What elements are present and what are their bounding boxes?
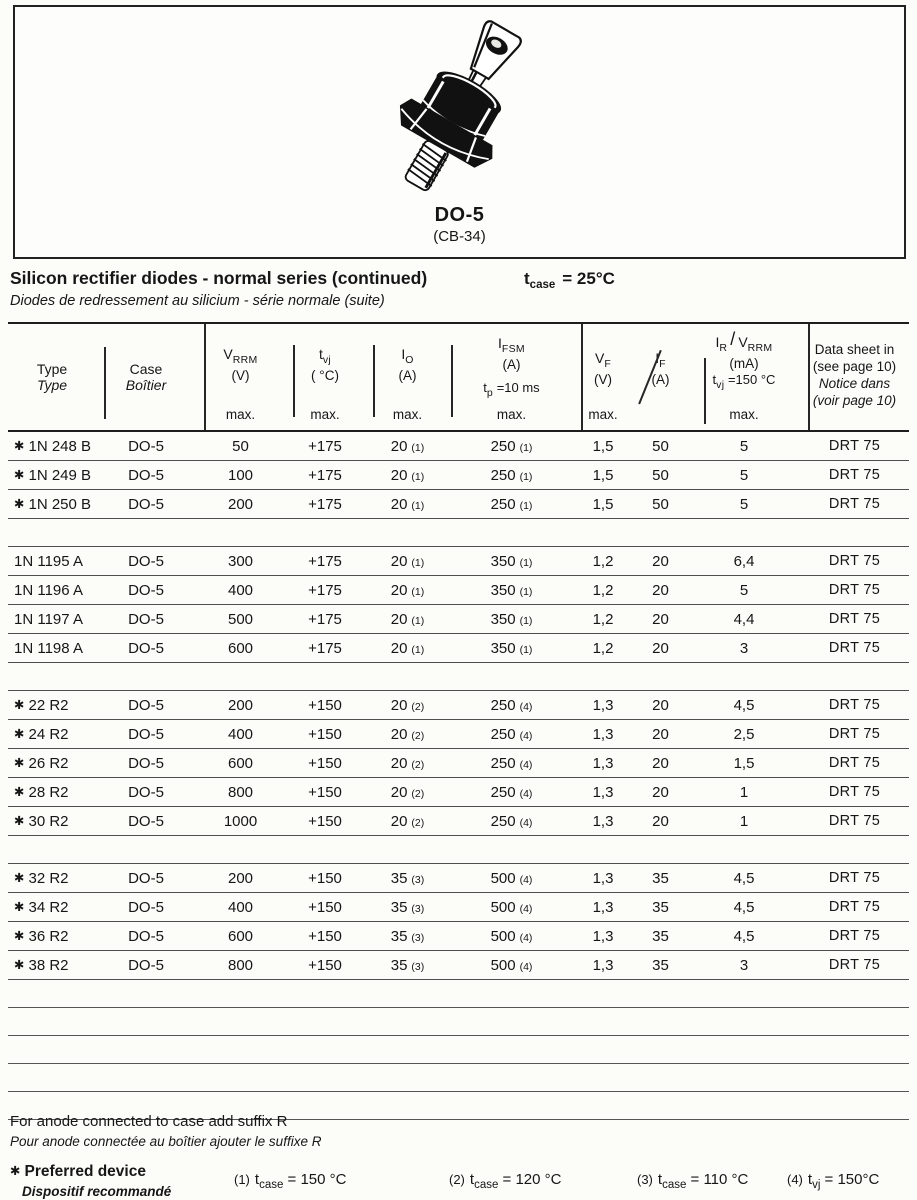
cell-vf: 1,3 — [592, 754, 614, 772]
cell-io: 35 (3) — [390, 898, 425, 916]
cell-vrrm: 600 — [227, 639, 254, 657]
cell-ir: 1,5 — [733, 754, 755, 772]
cell-vf: 1,3 — [592, 696, 614, 714]
cell-type: ✱ 1N 249 B — [14, 466, 92, 484]
header-divider — [204, 324, 206, 430]
cell-vrrm: 100 — [227, 466, 254, 484]
row-group — [8, 690, 909, 836]
cell-vf: 1,3 — [592, 927, 614, 945]
cell-if: 20 — [652, 581, 669, 599]
table-row — [8, 634, 909, 663]
cell-type: ✱ 30 R2 — [14, 812, 69, 830]
table-row — [8, 605, 909, 634]
cell-ifsm: 250 (1) — [490, 466, 533, 484]
cell-type: 1N 1195 A — [14, 552, 83, 570]
cell-datasheet: DRT 75 — [828, 553, 881, 569]
table-row — [8, 691, 909, 720]
cell-ir: 6,4 — [733, 552, 755, 570]
footer-row — [10, 1163, 907, 1199]
cell-tvj: +150 — [308, 783, 342, 801]
cell-ifsm: 500 (4) — [490, 927, 533, 945]
cell-tvj: +175 — [308, 610, 342, 628]
cell-datasheet: DRT 75 — [828, 928, 881, 944]
cell-ir: 4,5 — [733, 927, 755, 945]
table-row — [8, 576, 909, 605]
footnote: (4) $t_{vj} = 150^\circ C$ — [787, 1171, 880, 1191]
cell-io: 20 (2) — [390, 754, 425, 772]
cell-case: DO-5 — [128, 927, 164, 945]
cell-case: DO-5 — [128, 581, 164, 599]
cell-ir: 5 — [739, 495, 749, 513]
cell-type: ✱ 1N 250 B — [14, 495, 92, 513]
table-row — [8, 749, 909, 778]
column-header-datasheet: Data sheet in (see page 10) Notice dans (voir page 10) — [812, 342, 897, 408]
condition-label: $t_{case} = 25^\circ C$ — [524, 269, 615, 291]
cell-datasheet: DRT 75 — [828, 496, 881, 512]
cell-io: 20 (1) — [390, 639, 425, 657]
cell-io: 20 (2) — [390, 725, 425, 743]
cell-datasheet: DRT 75 — [828, 726, 881, 742]
cell-ifsm: 500 (4) — [490, 898, 533, 916]
cell-type: 1N 1196 A — [14, 581, 83, 599]
header-divider — [808, 324, 810, 430]
cell-vrrm: 1000 — [223, 812, 258, 830]
package-caption: DO-5 — [434, 204, 485, 226]
footnote: (3) $t_{case} = 110$ °C — [637, 1171, 749, 1191]
cell-ir: 3 — [739, 956, 749, 974]
page-title: Silicon rectifier diodes - normal series (continued) — [10, 268, 428, 288]
cell-case: DO-5 — [128, 639, 164, 657]
cell-if: 20 — [652, 812, 669, 830]
preferred-star-icon: ✱ — [10, 1164, 21, 1178]
cell-tvj: +150 — [308, 927, 342, 945]
cell-if: 20 — [652, 754, 669, 772]
ratings-table — [8, 322, 909, 1120]
header-divider — [451, 345, 453, 417]
cell-io: 20 (1) — [390, 437, 425, 455]
cell-case: DO-5 — [128, 956, 164, 974]
cell-tvj: +150 — [308, 898, 342, 916]
header-divider — [104, 347, 106, 419]
table-header — [8, 322, 909, 432]
cell-ir: 4,5 — [733, 898, 755, 916]
cell-type: ✱ 28 R2 — [14, 783, 69, 801]
cell-datasheet: DRT 75 — [828, 957, 881, 973]
cell-datasheet: DRT 75 — [828, 640, 881, 656]
cell-type: ✱ 1N 248 B — [14, 437, 92, 455]
cell-io: 20 (1) — [390, 552, 425, 570]
cell-datasheet: DRT 75 — [828, 784, 881, 800]
cell-type: ✱ 34 R2 — [14, 898, 69, 916]
cell-vrrm: 400 — [227, 581, 254, 599]
cell-type: ✱ 38 R2 — [14, 956, 69, 974]
cell-if: 50 — [652, 437, 669, 455]
column-header-tvj: $t_{vj}$ ( °C) max. — [310, 346, 340, 422]
cell-vrrm: 50 — [232, 437, 249, 455]
cell-case: DO-5 — [128, 466, 164, 484]
cell-vf: 1,3 — [592, 783, 614, 801]
cell-case: DO-5 — [128, 725, 164, 743]
cell-ir: 1 — [739, 783, 749, 801]
cell-if: 35 — [652, 927, 669, 945]
cell-datasheet: DRT 75 — [828, 755, 881, 771]
cell-vf: 1,3 — [592, 812, 614, 830]
header-divider — [581, 324, 583, 430]
header-divider — [704, 358, 706, 424]
cell-case: DO-5 — [128, 696, 164, 714]
cell-ir: 2,5 — [733, 725, 755, 743]
cell-vrrm: 600 — [227, 927, 254, 945]
package-subcaption: (CB-34) — [433, 228, 486, 245]
cell-vrrm: 500 — [227, 610, 254, 628]
footnote: (2) $t_{case} = 120$ °C — [449, 1171, 562, 1191]
cell-type: 1N 1197 A — [14, 610, 83, 628]
cell-ir: 5 — [739, 466, 749, 484]
cell-vrrm: 400 — [227, 725, 254, 743]
suffix-note: For anode connected to case add suffix R Pour anode connectée au boîtier ajouter le suffixe R — [10, 1113, 322, 1149]
cell-tvj: +150 — [308, 725, 342, 743]
cell-if: 20 — [652, 552, 669, 570]
cell-datasheet: DRT 75 — [828, 611, 881, 627]
cell-io: 20 (2) — [390, 783, 425, 801]
table-row — [8, 807, 909, 836]
cell-ifsm: 500 (4) — [490, 869, 533, 887]
cell-tvj: +175 — [308, 639, 342, 657]
cell-datasheet: DRT 75 — [828, 870, 881, 886]
page-subtitle: Diodes de redressement au silicium - série normale (suite) — [10, 293, 385, 309]
cell-case: DO-5 — [128, 898, 164, 916]
cell-io: 35 (3) — [390, 956, 425, 974]
cell-io: 20 (1) — [390, 581, 425, 599]
table-row — [8, 490, 909, 519]
cell-type: ✱ 36 R2 — [14, 927, 69, 945]
table-row — [8, 461, 909, 490]
cell-tvj: +150 — [308, 696, 342, 714]
cell-vrrm: 200 — [227, 495, 254, 513]
table-row — [8, 547, 909, 576]
table-body — [8, 432, 909, 980]
cell-vf: 1,2 — [592, 581, 614, 599]
cell-vf: 1,2 — [592, 552, 614, 570]
preferred-device-note: ✱ Preferred device Dispositif recommandé — [10, 1163, 172, 1199]
column-header-ifsm: $I_{FSM}$ (A) $t_p =10$ ms max. — [483, 335, 540, 422]
cell-ifsm: 350 (1) — [490, 552, 533, 570]
cell-io: 20 (1) — [390, 466, 425, 484]
cell-vrrm: 400 — [227, 898, 254, 916]
cell-io: 35 (3) — [390, 927, 425, 945]
cell-type: 1N 1198 A — [14, 639, 83, 657]
cell-io: 20 (2) — [390, 812, 425, 830]
cell-tvj: +175 — [308, 581, 342, 599]
cell-datasheet: DRT 75 — [828, 899, 881, 915]
column-header-vrrm: $V_{RRM}$ (V) max. — [223, 346, 258, 422]
cell-ir: 4,5 — [733, 869, 755, 887]
cell-if: 35 — [652, 869, 669, 887]
cell-tvj: +150 — [308, 869, 342, 887]
cell-type: ✱ 32 R2 — [14, 869, 69, 887]
cell-vf: 1,3 — [592, 898, 614, 916]
cell-ifsm: 250 (4) — [490, 696, 533, 714]
cell-ifsm: 350 (1) — [490, 581, 533, 599]
row-group — [8, 863, 909, 980]
empty-row — [8, 1064, 909, 1092]
cell-vf: 1,2 — [592, 610, 614, 628]
cell-if: 50 — [652, 466, 669, 484]
cell-ir: 4,5 — [733, 696, 755, 714]
cell-case: DO-5 — [128, 552, 164, 570]
empty-row — [8, 980, 909, 1008]
cell-if: 50 — [652, 495, 669, 513]
cell-ir: 3 — [739, 639, 749, 657]
table-row — [8, 432, 909, 461]
cell-case: DO-5 — [128, 610, 164, 628]
cell-if: 35 — [652, 956, 669, 974]
cell-if: 20 — [652, 725, 669, 743]
cell-if: 20 — [652, 639, 669, 657]
cell-datasheet: DRT 75 — [828, 697, 881, 713]
cell-tvj: +150 — [308, 956, 342, 974]
cell-tvj: +150 — [308, 812, 342, 830]
cell-ir: 1 — [739, 812, 749, 830]
footnotes — [234, 1163, 879, 1199]
cell-vf: 1,3 — [592, 956, 614, 974]
empty-row — [8, 1036, 909, 1064]
cell-case: DO-5 — [128, 495, 164, 513]
title-block — [10, 268, 907, 309]
cell-ir: 5 — [739, 581, 749, 599]
cell-datasheet: DRT 75 — [828, 438, 881, 454]
cell-vf: 1,2 — [592, 639, 614, 657]
empty-rows — [8, 980, 909, 1120]
cell-ir: 4,4 — [733, 610, 755, 628]
cell-vf: 1,5 — [592, 495, 614, 513]
cell-ir: 5 — [739, 437, 749, 455]
column-header-ir: $I_R / V_{RRM}$ (mA) $t_{vj} =150$ °C max. — [712, 329, 776, 422]
cell-tvj: +175 — [308, 552, 342, 570]
table-row — [8, 893, 909, 922]
cell-case: DO-5 — [128, 869, 164, 887]
cell-ifsm: 350 (1) — [490, 610, 533, 628]
cell-case: DO-5 — [128, 812, 164, 830]
table-row — [8, 778, 909, 807]
row-group — [8, 546, 909, 663]
empty-row — [8, 1008, 909, 1036]
cell-vf: 1,5 — [592, 437, 614, 455]
column-header-if: $_F$ (A) — [651, 358, 670, 387]
cell-if: 20 — [652, 696, 669, 714]
cell-case: DO-5 — [128, 783, 164, 801]
cell-ifsm: 250 (4) — [490, 725, 533, 743]
column-header-vf: $V_F$ (V) max. — [588, 350, 618, 422]
cell-type: ✱ 22 R2 — [14, 696, 69, 714]
cell-ifsm: 250 (4) — [490, 812, 533, 830]
cell-ifsm: 350 (1) — [490, 639, 533, 657]
cell-vrrm: 600 — [227, 754, 254, 772]
cell-vrrm: 800 — [227, 783, 254, 801]
table-row — [8, 951, 909, 980]
cell-datasheet: DRT 75 — [828, 582, 881, 598]
package-outline-box — [13, 5, 906, 259]
cell-type: ✱ 26 R2 — [14, 754, 69, 772]
do5-package-icon — [334, 13, 586, 203]
footnote: (1) $t_{case} = 150$ °C — [234, 1171, 347, 1191]
cell-io: 20 (2) — [390, 696, 425, 714]
cell-ifsm: 250 (4) — [490, 754, 533, 772]
cell-case: DO-5 — [128, 437, 164, 455]
cell-vf: 1,5 — [592, 466, 614, 484]
cell-tvj: +175 — [308, 495, 342, 513]
column-header-type: Type Type — [36, 361, 68, 393]
cell-vrrm: 800 — [227, 956, 254, 974]
cell-datasheet: DRT 75 — [828, 813, 881, 829]
row-group — [8, 432, 909, 519]
cell-vrrm: 200 — [227, 696, 254, 714]
cell-type: ✱ 24 R2 — [14, 725, 69, 743]
column-header-case: Case Boîtier — [125, 361, 167, 393]
cell-io: 35 (3) — [390, 869, 425, 887]
cell-io: 20 (1) — [390, 610, 425, 628]
cell-vrrm: 300 — [227, 552, 254, 570]
table-row — [8, 720, 909, 749]
cell-ifsm: 500 (4) — [490, 956, 533, 974]
cell-case: DO-5 — [128, 754, 164, 772]
cell-tvj: +150 — [308, 754, 342, 772]
header-divider — [293, 345, 295, 417]
cell-ifsm: 250 (1) — [490, 437, 533, 455]
cell-if: 20 — [652, 610, 669, 628]
cell-vf: 1,3 — [592, 725, 614, 743]
header-divider — [373, 345, 375, 417]
cell-tvj: +175 — [308, 466, 342, 484]
cell-ifsm: 250 (4) — [490, 783, 533, 801]
cell-ifsm: 250 (1) — [490, 495, 533, 513]
cell-if: 35 — [652, 898, 669, 916]
cell-if: 20 — [652, 783, 669, 801]
table-row — [8, 864, 909, 893]
cell-tvj: +175 — [308, 437, 342, 455]
cell-vf: 1,3 — [592, 869, 614, 887]
column-header-io: $I_O$ (A) max. — [392, 346, 423, 422]
table-row — [8, 922, 909, 951]
cell-io: 20 (1) — [390, 495, 425, 513]
cell-vrrm: 200 — [227, 869, 254, 887]
cell-datasheet: DRT 75 — [828, 467, 881, 483]
